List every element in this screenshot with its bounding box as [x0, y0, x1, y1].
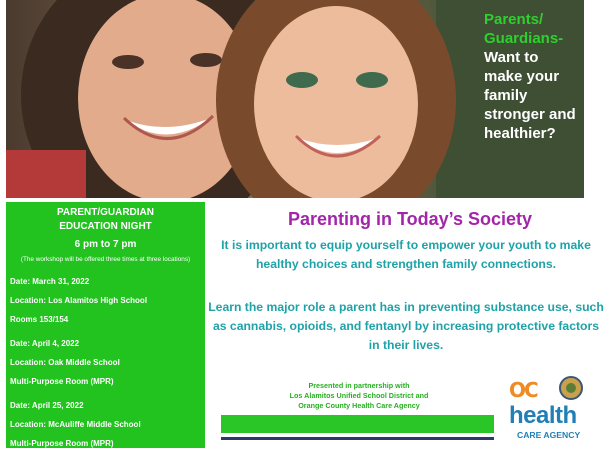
- event-location: Location: Los Alamitos High School: [10, 296, 148, 305]
- caption-question-line: Want to: [484, 49, 539, 66]
- partner-line: Los Alamitos Unified School District and: [289, 391, 429, 400]
- event-room: Multi-Purpose Room (MPR): [10, 439, 114, 448]
- logo-wordmark: health: [509, 402, 577, 429]
- event-location: Location: Oak Middle School: [10, 358, 120, 367]
- event-date: Date: April 4, 2022: [10, 339, 80, 348]
- county-seal-icon: [559, 376, 583, 400]
- caption-question-line: healthier?: [484, 125, 556, 142]
- event-location: Location: McAuliffe Middle School: [10, 420, 141, 429]
- flyer-title: Parenting in Today’s Society: [287, 209, 533, 229]
- caption-guardians: Guardians-: [484, 30, 564, 47]
- event-entry: [10, 338, 205, 387]
- heading-line: PARENT/GUARDIAN: [56, 207, 155, 218]
- partnership-credit: [216, 381, 502, 411]
- event-entry: [10, 276, 205, 325]
- event-date: Date: April 25, 2022: [10, 401, 84, 410]
- partner-line: Orange County Health Care Agency: [298, 401, 420, 410]
- logo-subtitle: CARE AGENCY: [517, 430, 581, 440]
- logo-oc-mark: OC: [509, 378, 537, 402]
- substance-use-paragraph: Learn the major role a parent has in preventing substance use, such as cannabis, opioids, and fentanyl by increasing protective factors in their lives.: [208, 300, 604, 352]
- intro-paragraph: It is important to equip yourself to empower your youth to make healthy choices and strengthen family connections.: [221, 238, 591, 271]
- caption-question-line: make your: [484, 68, 560, 85]
- oc-health-care-agency-logo: [505, 374, 595, 444]
- green-bar-divider: [221, 415, 494, 433]
- heading-line: EDUCATION NIGHT: [59, 221, 152, 232]
- photo-caption: [484, 10, 584, 143]
- event-room: Rooms 153/154: [10, 315, 69, 324]
- event-room: Multi-Purpose Room (MPR): [10, 377, 114, 386]
- panel-heading: [6, 202, 205, 234]
- event-time: 6 pm to 7 pm: [74, 239, 137, 250]
- caption-parents: Parents/: [484, 11, 544, 28]
- caption-question-line: stronger and: [484, 106, 576, 123]
- workshop-note: (The workshop will be offered three times at three locations): [20, 256, 191, 263]
- event-entry: [10, 400, 205, 449]
- navy-rule-divider: [221, 437, 494, 440]
- caption-question-line: family: [484, 87, 528, 104]
- event-date: Date: March 31, 2022: [10, 277, 90, 286]
- partner-line: Presented in partnership with: [308, 381, 410, 390]
- event-info-panel: [6, 202, 205, 448]
- hero-photo: [6, 0, 584, 198]
